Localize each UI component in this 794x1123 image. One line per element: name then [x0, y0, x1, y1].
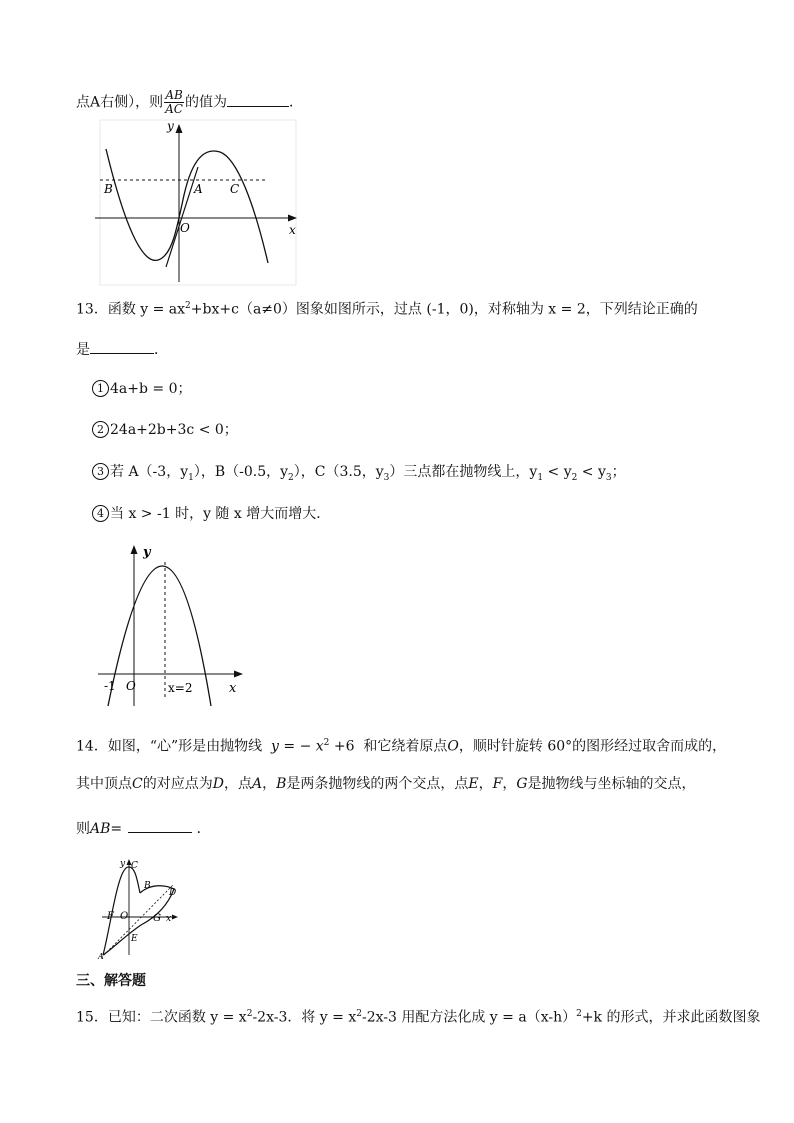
answer-blank [227, 92, 289, 107]
point-d-label: D [169, 888, 177, 898]
q13-line1: 13．函数 $y = ax^2+bx+c(a\ne 0)$图象如图所示，过点 (-1，0)，对称轴为 x = 2，下列结论正确的 [76, 301, 698, 318]
q14-line1: 14．如图，“心”形是由抛物线 y = − $x^2 +6$ 和它绕着原点O，顺时针旋转 60°的图形经过取舍而成的， [76, 738, 727, 755]
figure-parabola-graph [98, 540, 254, 708]
point-b-label: B [104, 182, 113, 196]
q13-option-4: 4 当 x > -1 时，y 随 x 增大而增大． [92, 505, 330, 523]
q14-line3: 则AB= ． [76, 818, 211, 838]
origin-label: O [120, 911, 129, 922]
answer-blank [90, 339, 154, 354]
neg-one-label: -1 [104, 679, 116, 693]
q13-option-1: 1 4a+b = 0； [92, 380, 191, 398]
parabola-curve [108, 566, 211, 706]
answer-blank [128, 818, 192, 833]
q13-option-3: 3 若 A（-3，$y_1$），B（-0.5，$y_2$），C（3.5，$y_3$）三点都在抛物线上，$y_1 < y_2 < y_3$； [92, 463, 626, 487]
circled-number-icon: 4 [92, 505, 109, 522]
y-axis-arrow-icon [131, 545, 138, 554]
point-c-label: C [230, 182, 240, 196]
x-axis-arrow-icon [172, 915, 178, 920]
point-c-label: C [131, 861, 138, 871]
fraction-denominator: AC [165, 102, 183, 116]
q14-line2: 其中顶点C的对应点为D，点A，B是两条抛物线的两个交点，点E，F，G是抛物线与坐标轴的交点， [76, 776, 696, 792]
y-axis-label: y [120, 859, 126, 869]
point-f-label: F [107, 911, 114, 922]
figure-cubic-graph [92, 115, 304, 287]
x-axis-label: x [166, 914, 172, 924]
fraction-numerator: AB [165, 88, 183, 102]
point-g-label: G [153, 913, 161, 924]
figure-heart-shape [96, 855, 192, 960]
circled-number-icon: 1 [92, 380, 109, 397]
q15-line1: 15．已知：二次函数 $y = x^2-2x-3$．将 $y = x^2-2x-3$ 用配方法化成 $y = a(x-h)^2+k$ 的形式，并求此函数图象 [76, 1009, 761, 1026]
circled-number-icon: 3 [92, 463, 109, 480]
x-axis-label: x [229, 681, 237, 696]
point-e-label: E [131, 934, 138, 944]
x-axis-label: x [289, 223, 296, 237]
point-b-label: B [144, 881, 151, 891]
x-axis-arrow-icon [234, 671, 243, 678]
section-heading: 三、解答题 [76, 973, 146, 989]
y-axis-label: y [167, 119, 174, 133]
q12-lead: 点A右侧），则 [76, 94, 164, 111]
origin-label: O [180, 221, 190, 235]
axis-of-symmetry-label: x=2 [168, 681, 193, 695]
circled-number-icon: 2 [92, 421, 109, 438]
q12-tail: 的值为 [184, 94, 227, 111]
q13-line2: 是 ． [76, 339, 168, 359]
y-axis-label: y [143, 545, 151, 560]
fraction-ab-ac [164, 89, 184, 116]
point-a-label: A [194, 182, 203, 196]
point-a-label: A [98, 952, 104, 960]
q12-line [76, 89, 303, 116]
q13-option-2: 2 24a+2b+3c < 0； [92, 421, 238, 439]
origin-label: O [126, 679, 136, 693]
q12-end: ． [288, 94, 303, 111]
